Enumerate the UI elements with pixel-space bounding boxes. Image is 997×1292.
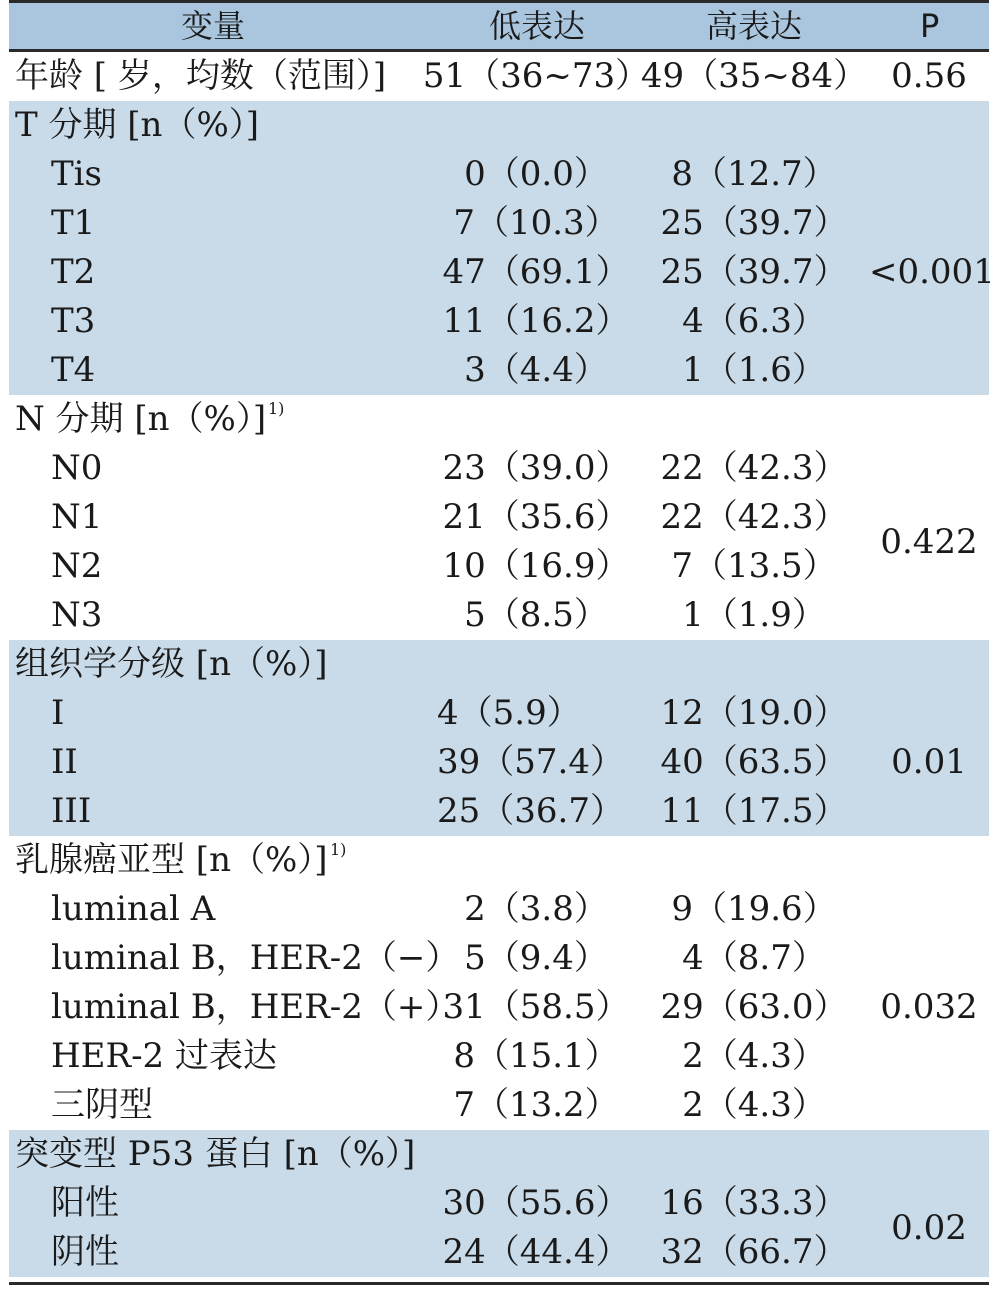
high-value: 1（1.6） [682,350,826,390]
row-label: Tis [51,154,102,194]
table-row [9,885,989,934]
table-row [9,1179,989,1228]
row-label: N3 [51,595,103,635]
high-value: 16（33.3） [660,1183,848,1223]
group-label: T 分期 [n（%）] [15,105,260,145]
row-label: luminal A [51,889,216,929]
row-label: T1 [51,203,96,243]
table-row [9,787,989,836]
table-row [9,738,989,787]
table-row [9,1228,989,1277]
p-value: 0.422 [880,521,978,562]
table-row [9,150,989,199]
table-row [9,248,995,297]
high-value: 40（63.5） [660,742,848,782]
high-value: 11（17.5） [660,791,848,831]
high-value: 2（4.3） [682,1036,826,1076]
group-header-row [9,395,989,444]
high-value: 29（63.0） [660,987,848,1027]
row-label: T3 [51,301,96,341]
low-value: 7（10.3） [453,203,619,243]
table-row [9,199,989,248]
low-value: 47（69.1） [442,252,630,292]
group-label: 组织学分级 [n（%）] [15,644,328,684]
low-value: 24（44.4） [442,1232,630,1272]
table-row [9,689,989,738]
row-label: 三阴型 [51,1085,153,1125]
table-row [9,1032,989,1081]
low-value: 51（36~73） [422,56,650,96]
header-low: 低表达 [489,7,586,45]
p-value: <0.001 [869,252,995,292]
table-row [9,591,989,640]
p-value: 0.56 [891,56,967,96]
low-value: 39（57.4） [437,742,624,782]
table-row [9,1081,989,1130]
low-value: 31（58.5） [442,987,630,1027]
high-value: 22（42.3） [660,497,848,537]
row-label: III [51,791,92,831]
table-row [9,297,989,346]
low-value: 4（5.9） [437,693,581,733]
low-value: 5（8.5） [464,595,608,635]
low-value: 5（9.4） [464,938,608,978]
high-value: 12（19.0） [660,693,848,733]
high-value: 25（39.7） [660,203,848,243]
row-label: N1 [51,497,103,537]
header-high: 高表达 [706,7,803,45]
group-label: N 分期 [n（%）] [15,399,267,439]
header-p: P [920,7,940,45]
low-value: 0（0.0） [464,154,608,194]
low-value: 3（4.4） [464,350,608,390]
high-value: 1（1.9） [682,595,826,635]
low-value: 7（13.2） [453,1085,619,1125]
high-value: 9（19.6） [671,889,837,929]
bottom-rule [9,1282,989,1285]
p-value: 0.032 [880,987,978,1027]
row-label: T2 [51,252,96,292]
row-label: 阳性 [51,1183,119,1223]
table-row [9,493,989,542]
low-value: 2（3.8） [464,889,608,929]
p-value: 0.02 [891,1207,967,1248]
high-value: 7（13.5） [671,546,837,586]
table-row [9,983,989,1032]
table-row [9,934,989,983]
low-value: 8（15.1） [453,1036,619,1076]
low-value: 30（55.6） [442,1183,630,1223]
row-label: N0 [51,448,103,488]
low-value: 25（36.7） [437,791,624,831]
p-value: 0.01 [891,742,967,782]
row-label: luminal B，HER-2（−） [51,938,460,978]
group-header-row [9,836,989,885]
footnote-mark: 1) [330,840,347,859]
group-header-row [9,640,989,689]
high-value: 49（35~84） [640,56,868,96]
row-label: 阴性 [51,1232,119,1272]
group-label: 突变型 P53 蛋白 [n（%）] [15,1134,416,1174]
group-label: 乳腺癌亚型 [n（%）] [15,840,328,880]
high-value: 4（8.7） [682,938,826,978]
row-label: HER-2 过表达 [51,1036,277,1076]
row-label: 年龄 [ 岁，均数（范围）] [15,56,387,96]
high-value: 2（4.3） [682,1085,826,1125]
footnote-mark: 1) [268,399,285,418]
high-value: 22（42.3） [660,448,848,488]
high-value: 4（6.3） [682,301,826,341]
table-row [9,444,989,493]
header-row [9,3,989,49]
low-value: 11（16.2） [442,301,630,341]
row-label: luminal B，HER-2（+） [51,987,460,1027]
row-label: I [51,693,65,733]
table-row [9,346,989,395]
low-value: 21（35.6） [442,497,630,537]
group-header-row [9,1130,989,1179]
row-label: II [51,742,78,782]
row-label: T4 [51,350,96,390]
row-label: N2 [51,546,103,586]
high-value: 32（66.7） [660,1232,848,1272]
group-header-row [9,101,989,150]
table-row [9,52,989,101]
table-row [9,542,989,591]
high-value: 25（39.7） [660,252,848,292]
header-variable: 变量 [181,7,246,45]
low-value: 23（39.0） [442,448,630,488]
high-value: 8（12.7） [671,154,837,194]
low-value: 10（16.9） [442,546,630,586]
